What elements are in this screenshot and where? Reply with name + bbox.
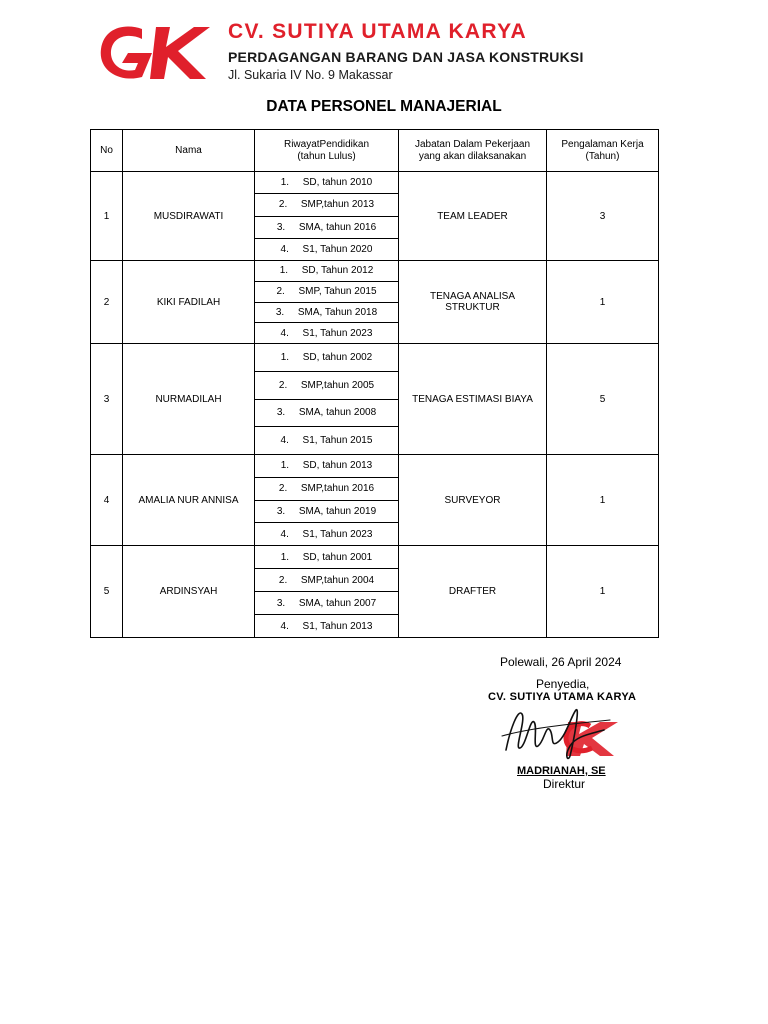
- education-item: 2. SMP,tahun 2013: [255, 194, 398, 216]
- header-nama: Nama: [123, 130, 255, 172]
- education-item: 3. SMA, tahun 2019: [255, 501, 398, 524]
- header-riwayat: RiwayatPendidikan (tahun Lulus): [255, 130, 399, 172]
- cell-no: 5: [91, 546, 123, 638]
- education-item: 1. SD, tahun 2002: [255, 344, 398, 372]
- education-item: 4. S1, Tahun 2020: [280, 243, 373, 255]
- cell-no: 1: [91, 172, 123, 261]
- cell-nama: ARDINSYAH: [123, 546, 255, 638]
- header-jabatan: Jabatan Dalam Pekerjaan yang akan dilaksanakan: [399, 130, 547, 172]
- education-item: 2. SMP, Tahun 2015: [255, 282, 398, 303]
- education-item: 1. SD, Tahun 2012: [255, 261, 398, 282]
- table-row: [91, 344, 659, 455]
- signer-title: Direktur: [543, 777, 586, 791]
- signature-stamp-icon: [500, 700, 625, 762]
- cell-jabatan: TEAM LEADER: [399, 172, 547, 261]
- education-item: 3. SMA, tahun 2007: [255, 592, 398, 615]
- table-row: [91, 546, 659, 638]
- cell-nama: KIKI FADILAH: [123, 261, 255, 344]
- company-name: CV. SUTIYA UTAMA KARYA: [228, 20, 527, 43]
- education-item: 2. SMP,tahun 2016: [255, 478, 398, 501]
- education-item: 1. SD, tahun 2001: [255, 546, 398, 569]
- cell-jabatan: SURVEYOR: [399, 455, 547, 546]
- company-subtitle: PERDAGANGAN BARANG DAN JASA KONSTRUKSI: [228, 49, 584, 65]
- education-item: 2. SMP,tahun 2004: [255, 569, 398, 592]
- company-logo-icon: [98, 23, 210, 83]
- education-item: 3. SMA, tahun 2016: [255, 217, 398, 239]
- place-date: Polewali, 26 April 2024: [500, 655, 622, 669]
- signature-company: CV. SUTIYA UTAMA KARYA: [488, 691, 637, 703]
- cell-no: 2: [91, 261, 123, 344]
- table-header-row: [91, 130, 659, 172]
- personnel-table: [90, 129, 659, 638]
- cell-pengalaman: 1: [547, 546, 659, 638]
- education-item: 4. S1, Tahun 2023: [280, 528, 373, 540]
- cell-education: [255, 261, 399, 344]
- cell-nama: MUSDIRAWATI: [123, 172, 255, 261]
- cell-jabatan: TENAGA ANALISA STRUKTUR: [399, 261, 547, 344]
- header-pengalaman: Pengalaman Kerja (Tahun): [547, 130, 659, 172]
- education-item: 4. S1, Tahun 2015: [280, 435, 373, 447]
- education-item: 4. S1, Tahun 2013: [280, 620, 373, 632]
- header-no: No: [91, 130, 123, 172]
- provider-label: Penyedia,: [536, 677, 590, 691]
- education-item: 1. SD, tahun 2010: [255, 172, 398, 194]
- table-row: [91, 261, 659, 344]
- table-row: [91, 455, 659, 546]
- education-item: 3. SMA, Tahun 2018: [255, 303, 398, 324]
- education-item: 2. SMP,tahun 2005: [255, 372, 398, 400]
- education-item: 4. S1, Tahun 2023: [280, 327, 373, 339]
- cell-education: [255, 546, 399, 638]
- signer-name: MADRIANAH, SE: [517, 765, 606, 777]
- cell-pengalaman: 1: [547, 261, 659, 344]
- education-item: 3. SMA, tahun 2008: [255, 400, 398, 428]
- cell-jabatan: DRAFTER: [399, 546, 547, 638]
- cell-pengalaman: 1: [547, 455, 659, 546]
- letterhead: [98, 20, 658, 85]
- cell-nama: AMALIA NUR ANNISA: [123, 455, 255, 546]
- company-address: Jl. Sukaria IV No. 9 Makassar: [228, 68, 393, 82]
- cell-pengalaman: 5: [547, 344, 659, 455]
- cell-pengalaman: 3: [547, 172, 659, 261]
- document-title: DATA PERSONEL MANAJERIAL: [266, 98, 502, 115]
- table-row: [91, 172, 659, 261]
- cell-nama: NURMADILAH: [123, 344, 255, 455]
- cell-no: 3: [91, 344, 123, 455]
- cell-no: 4: [91, 455, 123, 546]
- cell-education: [255, 172, 399, 261]
- education-item: 1. SD, tahun 2013: [255, 455, 398, 478]
- cell-education: [255, 455, 399, 546]
- cell-education: [255, 344, 399, 455]
- cell-jabatan: TENAGA ESTIMASI BIAYA: [399, 344, 547, 455]
